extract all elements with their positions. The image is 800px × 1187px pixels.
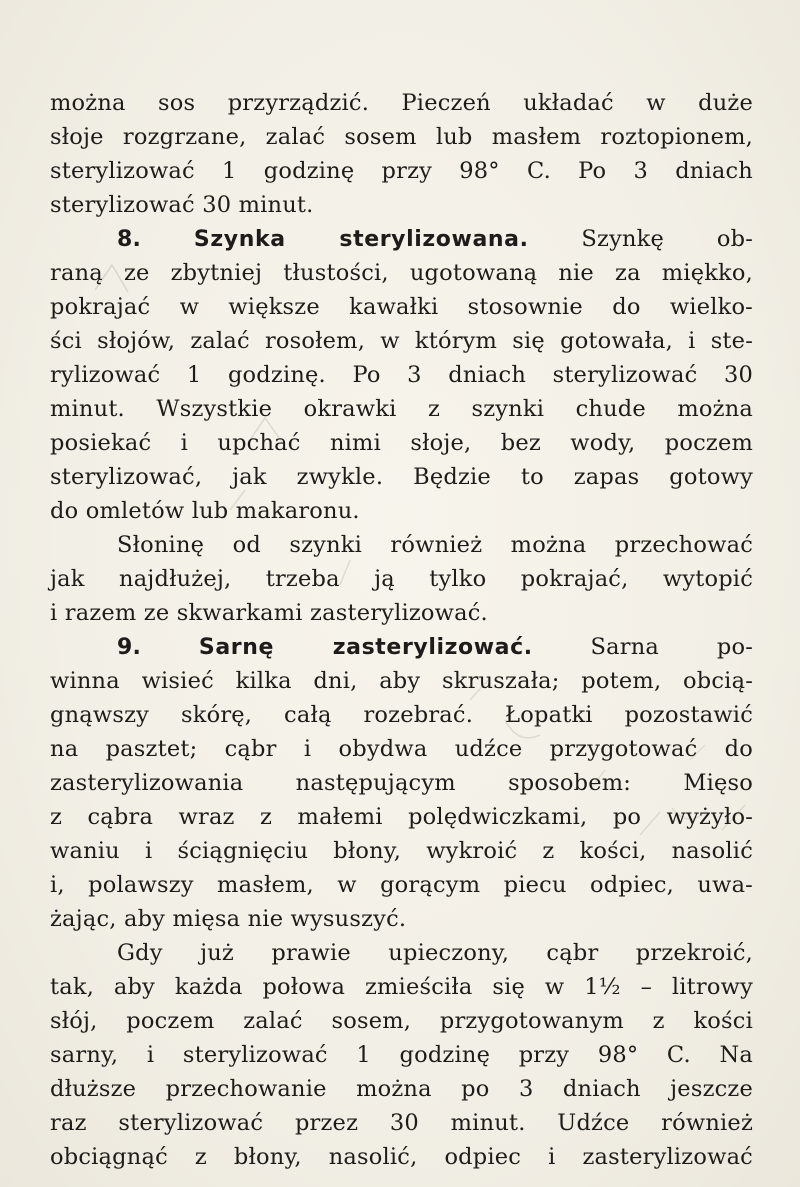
text-line: raz sterylizować przez 30 minut. Udźce również xyxy=(50,1110,753,1136)
text-line: dłuższe przechowanie można po 3 dniach jeszcze xyxy=(50,1076,753,1102)
section-number: 9. xyxy=(117,635,142,660)
text-line: ści słojów, zalać rosołem, w którym się gotowała, i ste- xyxy=(50,328,753,354)
text-line: raną ze zbytniej tłustości, ugotowaną nie za miękko, xyxy=(50,260,753,286)
text-line: Słoninę od szynki również można przechować xyxy=(117,532,753,558)
text-line: Gdy już prawie upieczony, cąbr przekroić, xyxy=(117,940,753,966)
text-line: waniu i ściągnięciu błony, wykroić z kości, nasolić xyxy=(50,838,753,864)
text-line: z cąbra wraz z małemi polędwiczkami, po wyżyło- xyxy=(50,804,753,830)
text-line: do omletów lub makaronu. xyxy=(50,498,360,524)
section-text: Szynkę ob- xyxy=(581,226,754,252)
text-line: żając, aby mięsa nie wysuszyć. xyxy=(50,906,407,932)
text-line: zasterylizowania następującym sposobem: Mięso xyxy=(50,770,753,796)
text-line: winna wisieć kilka dni, aby skruszała; potem, obcią- xyxy=(50,668,753,694)
text-line: rylizować 1 godzinę. Po 3 dniach sterylizować 30 xyxy=(50,362,753,388)
section-8-heading-line xyxy=(117,222,753,256)
text-line: minut. Wszystkie okrawki z szynki chude można xyxy=(50,396,753,422)
text-line: jak najdłużej, trzeba ją tylko pokrajać, wytopić xyxy=(50,566,753,592)
text-line: sarny, i sterylizować 1 godzinę przy 98° C. Na xyxy=(50,1042,753,1068)
text-line: obciągnąć z błony, nasolić, odpiec i zasterylizować xyxy=(50,1144,753,1170)
text-line: na pasztet; cąbr i obydwa udźce przygotować do xyxy=(50,736,753,762)
text-line: słoje rozgrzane, zalać sosem lub masłem roztopionem, xyxy=(50,124,753,150)
text-line: można sos przyrządzić. Pieczeń układać w duże xyxy=(50,90,753,116)
section-9-heading-line xyxy=(117,630,753,664)
text-line: posiekać i upchać nimi słoje, bez wody, poczem xyxy=(50,430,753,456)
text-line: sterylizować 1 godzinę przy 98° C. Po 3 dniach xyxy=(50,158,753,184)
section-title: Sarnę zasterylizować. xyxy=(198,635,533,660)
text-line: sterylizować 30 minut. xyxy=(50,192,314,218)
text-line: słój, poczem zalać sosem, przygotowanym z kości xyxy=(50,1008,753,1034)
text-line: sterylizować, jak zwykle. Będzie to zapas gotowy xyxy=(50,464,753,490)
text-line: pokrajać w większe kawałki stosownie do wielko- xyxy=(50,294,753,320)
section-title: Szynka sterylizowana. xyxy=(193,227,529,252)
section-text: Sarna po- xyxy=(590,634,753,660)
text-line: gnąwszy skórę, całą rozebrać. Łopatki pozostawić xyxy=(50,702,753,728)
text-line: tak, aby każda połowa zmieściła się w 1½ – litrowy xyxy=(50,974,753,1000)
text-line: i razem ze skwarkami zasterylizować. xyxy=(50,600,488,626)
section-number: 8. xyxy=(117,227,142,252)
text-line: i, polawszy masłem, w gorącym piecu odpiec, uwa- xyxy=(50,872,753,898)
